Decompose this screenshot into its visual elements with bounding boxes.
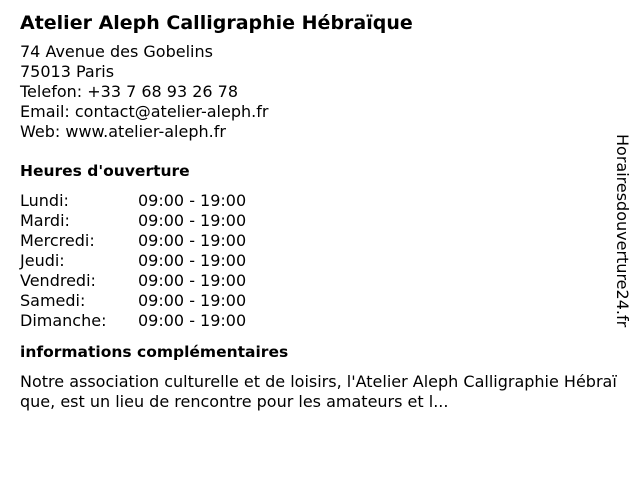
hours-day: Lundi:: [20, 191, 69, 210]
hours-day: Vendredi:: [20, 271, 96, 290]
hours-time: 09:00 - 19:00: [138, 311, 247, 330]
business-name: Atelier Aleph Calligraphie Hébraïque: [20, 12, 413, 34]
hours-day: Dimanche:: [20, 311, 107, 330]
hours-time: 09:00 - 19:00: [138, 211, 247, 230]
hours-row: [20, 231, 620, 251]
hours-row: [20, 251, 620, 271]
address-line-2: 75013 Paris: [20, 62, 115, 81]
hours-day: Mardi:: [20, 211, 70, 230]
hours-row: [20, 271, 620, 291]
hours-row: [20, 211, 620, 231]
contact-block: [20, 42, 620, 142]
hours-time: 09:00 - 19:00: [138, 251, 247, 270]
address-line-1: 74 Avenue des Gobelins: [20, 42, 213, 61]
email-address: Email: contact@atelier-aleph.fr: [20, 102, 269, 121]
hours-day: Jeudi:: [20, 251, 65, 270]
hours-row: [20, 291, 620, 311]
phone-number: Telefon: +33 7 68 93 26 78: [20, 82, 239, 101]
hours-time: 09:00 - 19:00: [138, 291, 247, 310]
hours-time: 09:00 - 19:00: [138, 271, 247, 290]
website: Web: www.atelier-aleph.fr: [20, 122, 226, 141]
info-description: Notre association culturelle et de loisirs, l'Atelier Aleph Calligraphie Hébraïque, est un lieu de rencontre pour les amateurs et l...: [20, 372, 617, 411]
hours-day: Samedi:: [20, 291, 86, 310]
hours-row: [20, 191, 620, 211]
hours-time: 09:00 - 19:00: [138, 231, 247, 250]
hours-table: [20, 191, 620, 331]
info-heading: informations complémentaires: [20, 343, 289, 361]
hours-time: 09:00 - 19:00: [138, 191, 247, 210]
site-watermark: Horairesdouverture24.fr: [613, 134, 632, 328]
hours-heading: Heures d'ouverture: [20, 162, 190, 180]
hours-day: Mercredi:: [20, 231, 95, 250]
business-card: [20, 10, 620, 412]
hours-row: [20, 311, 620, 331]
